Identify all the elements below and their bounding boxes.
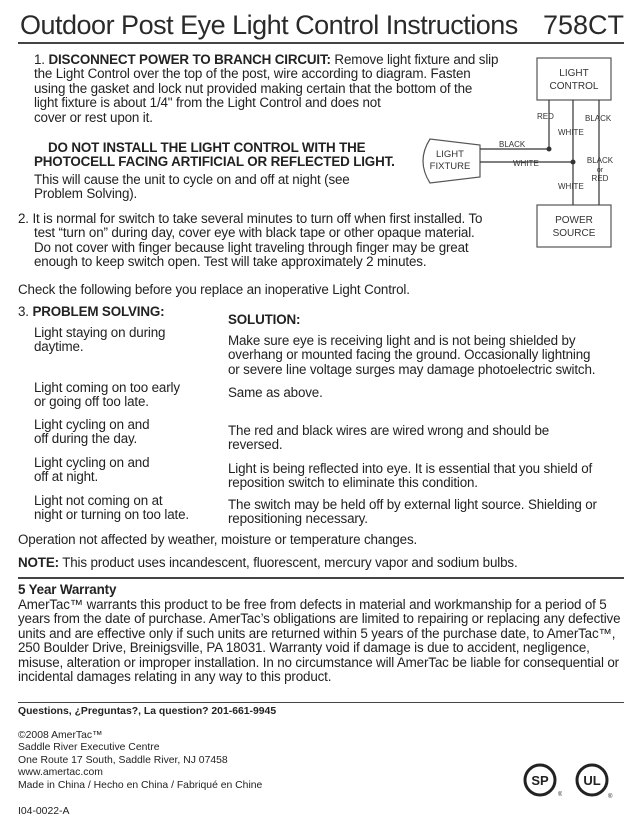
warning-line-2: PHOTOCELL FACING ARTIFICIAL OR REFLECTED LIGHT. xyxy=(34,154,395,170)
step2-line-1-text: It is normal for switch to take several minutes to turn off when first installed. To xyxy=(32,211,483,226)
warranty-heading: 5 Year Warranty xyxy=(18,582,117,597)
solution-heading: SOLUTION: xyxy=(228,312,301,327)
warranty-line-6: incidental damages relating in any way to this product. xyxy=(18,669,332,685)
step2-block xyxy=(18,212,618,270)
page-title: Outdoor Post Eye Light Control Instructions xyxy=(20,10,518,40)
warranty-line-1: AmerTac™ warrants this product to be free from defects in material and workmanship for a period of 5 xyxy=(18,597,607,612)
wire-label-red-alt: RED xyxy=(591,174,609,183)
step2-line-4: enough to keep switch open. Test will take approximately 2 minutes. xyxy=(34,254,427,270)
problem-2-line-2: or going off too late. xyxy=(34,394,149,410)
problem-5 xyxy=(34,494,189,523)
after-line-2: Problem Solving). xyxy=(34,186,138,202)
questions-rule xyxy=(18,702,624,703)
header-rule xyxy=(18,42,624,44)
solution-2 xyxy=(228,386,323,400)
step2-line-3: Do not cover with finger because light traveling through finger may be great xyxy=(34,239,469,255)
csa-logo xyxy=(522,762,562,802)
warranty-line-4: 250 Boulder Drive, Breinigsville, PA 18031. Warranty void if damage is due to accident, negligence, xyxy=(18,640,590,656)
wire-label-black-left: BLACK xyxy=(499,140,526,149)
light-fixture-label-2: FIXTURE xyxy=(429,161,471,172)
after-line-1: This will cause the unit to cycle on and off at night (see xyxy=(34,172,350,187)
problem-2 xyxy=(34,381,180,410)
step2-number: 2. xyxy=(18,211,29,226)
note-line xyxy=(18,556,518,570)
power-source-label-2: SOURCE xyxy=(552,228,596,239)
note-text: This product uses incandescent, fluorescent, mercury vapor and sodium bulbs. xyxy=(58,555,518,570)
problem-solving-heading xyxy=(18,305,164,319)
step1-after xyxy=(34,173,414,202)
step2-line-2: test “turn on” during day, cover eye with black tape or other opaque material. xyxy=(34,225,475,241)
doc-code: I04-0022-A xyxy=(18,806,70,817)
footer-line-1: ©2008 AmerTac™ xyxy=(18,730,103,741)
junction-dot-2 xyxy=(571,160,576,165)
warranty-line-5: misuse, alteration or improper installation. In no circumstance will AmerTac be liable for consequential or xyxy=(18,654,619,670)
wire-label-or: or xyxy=(596,167,604,174)
problem-3-line-2: off during the day. xyxy=(34,431,138,447)
problem-5-line-2: night or turning on too late. xyxy=(34,507,189,523)
footer-line-5: Made in China / Hecho en China / Fabriqué en Chine xyxy=(18,779,263,791)
footer-address xyxy=(18,730,262,792)
solution-5 xyxy=(228,498,597,527)
problem-5-line-1: Light not coming on at xyxy=(34,493,163,508)
solution-3-line-2: reversed. xyxy=(228,437,283,453)
ul-logo xyxy=(572,762,614,802)
solution-4-line-2: reposition switch to eliminate this condition. xyxy=(228,475,478,491)
footer-line-4: www.amertac.com xyxy=(18,767,103,779)
warranty-line-3: units and are effective only if such units are returned within 5 years of the purchase date, to AmerTac™, xyxy=(18,625,616,641)
questions-line: Questions, ¿Preguntas?, La question? 201-661-9945 xyxy=(18,706,277,717)
problem-1 xyxy=(34,326,165,355)
step1-line-2: the Light Control over the top of the post, wire according to diagram. Fasten xyxy=(34,66,471,82)
step2-line-1 xyxy=(18,212,618,226)
ul-logo-text: UL xyxy=(583,773,601,788)
light-control-label-2: CONTROL xyxy=(549,81,599,92)
solution-1-line-3: or severe line voltage surges may damage photoelectric switch. xyxy=(228,361,596,377)
problem-1-line-2: daytime. xyxy=(34,339,84,355)
solution-1-line-1: Make sure eye is receiving light and is not being shielded by xyxy=(228,333,576,348)
model-number: 758CT xyxy=(542,10,624,40)
check-line: Check the following before you replace an inoperative Light Control. xyxy=(18,282,410,297)
step1-line-1-rest: Remove light fixture and slip xyxy=(330,52,499,67)
weather-line: Operation not affected by weather, moisture or temperature changes. xyxy=(18,532,418,547)
problem-2-line-1: Light coming on too early xyxy=(34,380,180,395)
problem-4-line-1: Light cycling on and xyxy=(34,455,150,470)
light-control-label-1: LIGHT xyxy=(559,68,589,79)
light-control-box xyxy=(537,58,611,100)
svg-text:®: ® xyxy=(608,794,613,800)
solution-1 xyxy=(228,334,595,377)
svg-text:®: ® xyxy=(558,792,562,798)
solution-5-line-2: repositioning necessary. xyxy=(228,511,368,527)
junction-dot-1 xyxy=(547,147,552,152)
wire-label-white-bottom: WHITE xyxy=(558,182,584,191)
wire-label-white-left: WHITE xyxy=(513,159,539,168)
step3-number: 3. xyxy=(18,304,29,319)
wire-label-red: RED xyxy=(537,112,554,121)
footer-line-2: Saddle River Executive Centre xyxy=(18,742,160,754)
solution-3-line-1: The red and black wires are wired wrong and should be xyxy=(228,423,550,438)
wire-label-white-top: WHITE xyxy=(558,128,584,137)
problem-4-line-2: off at night. xyxy=(34,469,99,485)
wire-label-black-or: BLACK xyxy=(586,156,614,165)
problem-heading: PROBLEM SOLVING: xyxy=(32,304,165,319)
step1-number: 1. xyxy=(34,52,45,67)
problem-3 xyxy=(34,418,149,447)
step1-lead: DISCONNECT POWER TO BRANCH CIRCUIT: xyxy=(48,52,331,67)
solution-2-line-1: Same as above. xyxy=(228,385,323,400)
light-fixture-label-1: LIGHT xyxy=(436,149,464,160)
step1-warning xyxy=(34,141,414,170)
solution-4 xyxy=(228,462,592,491)
step1-line-4: light fixture is about 1/4" from the Light Control and does not xyxy=(34,95,381,111)
warranty-rule xyxy=(18,577,624,579)
problem-1-line-1: Light staying on during xyxy=(34,325,166,340)
solution-4-line-1: Light is being reflected into eye. It is essential that you shield of xyxy=(228,461,593,476)
wire-label-black-right: BLACK xyxy=(585,114,612,123)
warranty-text xyxy=(18,598,630,684)
solution-1-line-2: overhang or mounted facing the ground. Occasionally lightning xyxy=(228,347,591,363)
step1-line-5: cover or rest upon it. xyxy=(34,109,153,125)
note-label: NOTE: xyxy=(18,555,59,570)
problem-4 xyxy=(34,456,149,485)
csa-logo-text: SP xyxy=(531,773,549,788)
step1-line-3: using the gasket and lock nut provided making certain that the bottom of the xyxy=(34,80,473,96)
power-source-label-1: POWER xyxy=(555,215,593,226)
solution-3 xyxy=(228,424,549,453)
solution-5-line-1: The switch may be held off by external light source. Shielding or xyxy=(228,497,597,512)
warning-line-1: DO NOT INSTALL THE LIGHT CONTROL WITH THE xyxy=(48,140,366,155)
problem-3-line-1: Light cycling on and xyxy=(34,417,150,432)
warranty-line-2: years from the date of purchase. AmerTac’s obligations are limited to repairing or replacing any defective xyxy=(18,611,621,627)
footer-line-3: One Route 17 South, Saddle River, NJ 07458 xyxy=(18,754,228,766)
